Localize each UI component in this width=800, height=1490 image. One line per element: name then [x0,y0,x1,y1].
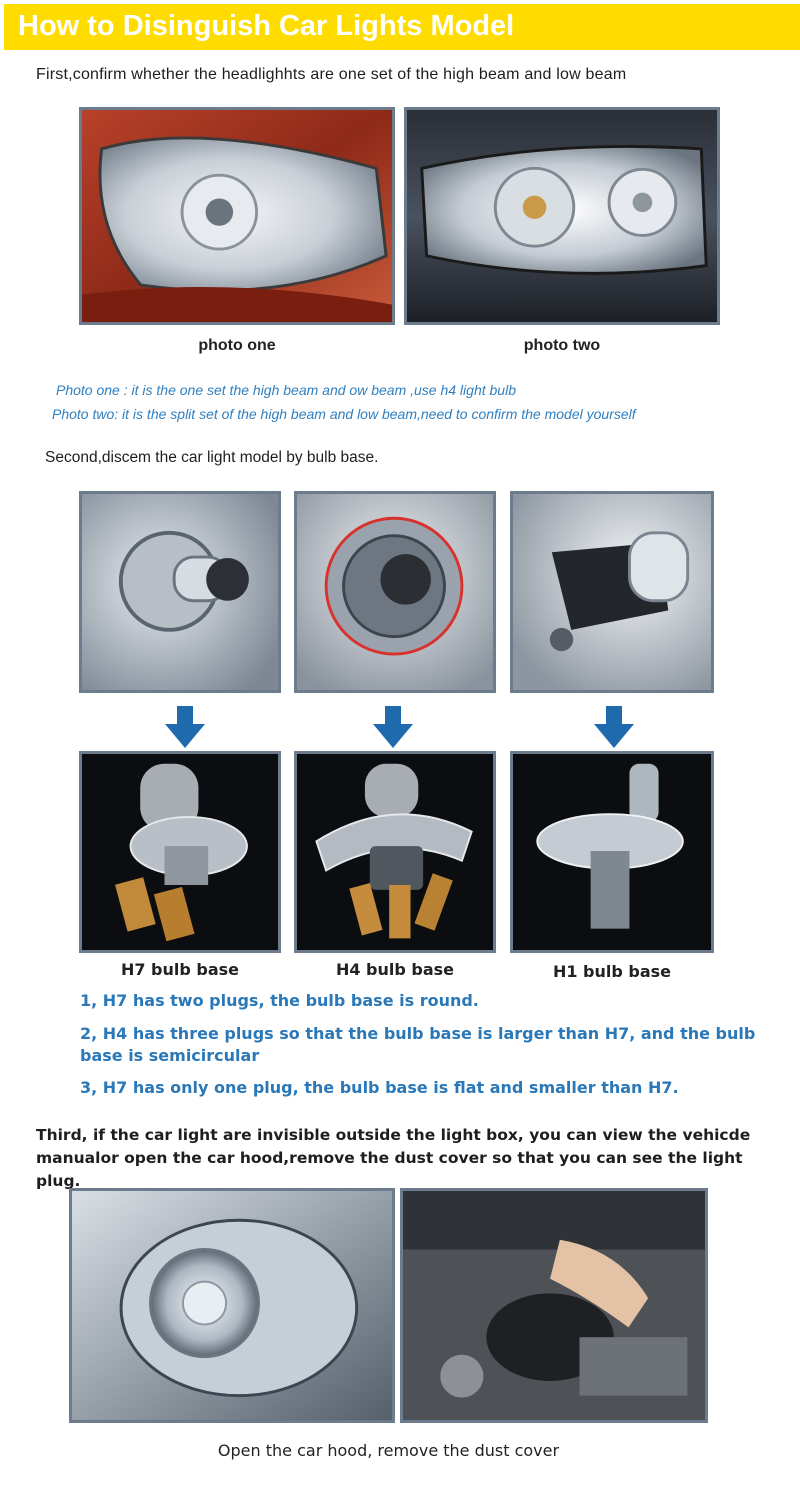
h7-bulb-image [79,751,281,953]
section3-caption: Open the car hood, remove the dust cover [217,1441,560,1460]
section3-intro: Third, if the car light are invisible outside the light box, you can view the vehicde manualor open the car hood,remove the dust cover so that you can see the light plug. [36,1126,751,1190]
h7-caption: H7 bulb base [120,960,240,979]
h4-socket-image [294,491,496,693]
dark-car-headlight-image [404,107,720,325]
down-arrow-icon [373,706,413,748]
engine-bay-image [400,1188,708,1423]
h1-caption: H1 bulb base [552,962,672,981]
h4-caption: H4 bulb base [335,960,455,979]
section1-intro: First,confirm whether the headlighhts are one set of the high beam and low beam [36,66,627,83]
down-arrow-icon [594,706,634,748]
projector-headlight-image [69,1188,395,1423]
photo-one-caption: photo one [198,337,276,354]
section2-intro: Second,discem the car light model by bulb base. [45,449,379,466]
photo-one-note: Photo one : it is the one set the high beam and ow beam ,use h4 light bulb [56,382,516,398]
point-3: 3, H7 has only one plug, the bulb base is flat and smaller than H7. [80,1078,679,1097]
photo-two-note: Photo two: it is the split set of the high beam and low beam,need to confirm the model yourself [52,406,636,422]
h4-bulb-image [294,751,496,953]
point-1: 1, H7 has two plugs, the bulb base is round. [80,991,479,1010]
h1-socket-image [510,491,714,693]
point-2: 2, H4 has three plugs so that the bulb base is larger than H7, and the bulb base is semicircular [80,1024,756,1065]
h7-socket-image [79,491,281,693]
h1-bulb-image [510,751,714,953]
page-title: How to Disinguish Car Lights Model [18,10,515,42]
red-car-headlight-image [79,107,395,325]
down-arrow-icon [165,706,205,748]
photo-two-caption: photo two [523,337,601,354]
